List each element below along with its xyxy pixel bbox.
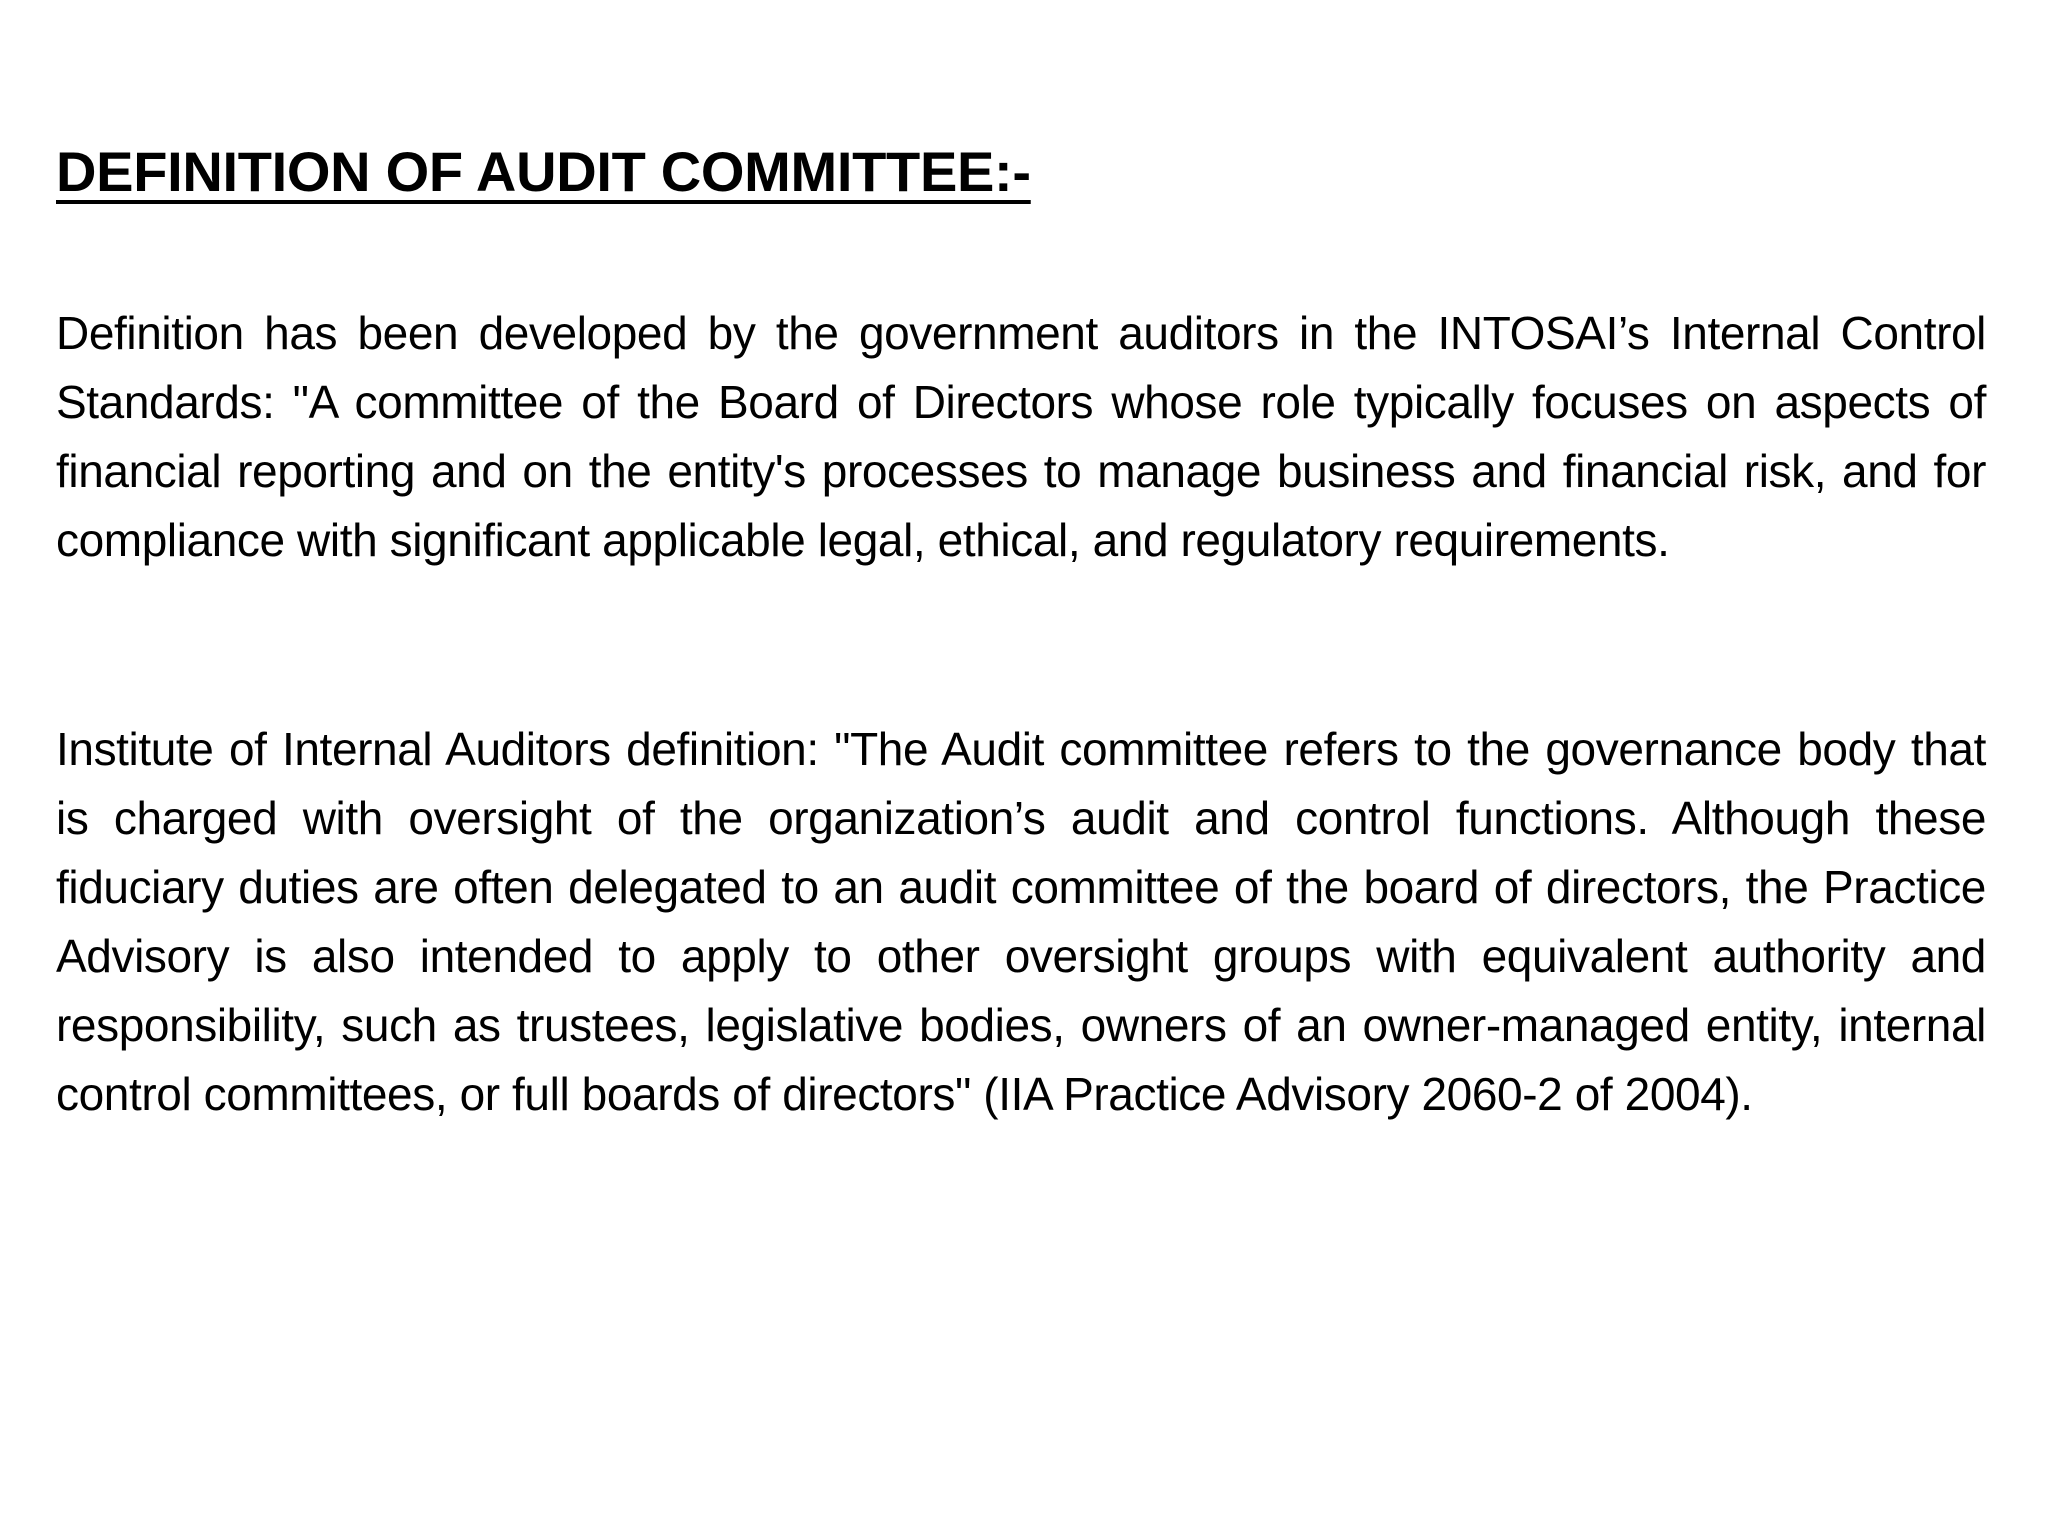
definition-paragraph-intosai: Definition has been developed by the government auditors in the INTOSAI’s Internal Control Standards: "A committee of the Board of Directors whose role typically focuses on aspects of financial reporting and on the entity's processes to manage business and financial risk, and for compliance with significant applicable legal, ethical, and regulatory requirements.	[56, 307, 1986, 566]
slide-title: DEFINITION OF AUDIT COMMITTEE:-	[56, 140, 1031, 203]
definition-paragraph-iia: Institute of Internal Auditors definition: "The Audit committee refers to the governance body that is charged with oversight of the organization’s audit and control functions. Although these fiduciary duties are often delegated to an audit committee of the board of directors, the Practice Advisory is also intended to apply to other oversight groups with equivalent authority and responsibility, such as trustees, legislative bodies, owners of an owner-managed entity, internal control committees, or full boards of directors" (IIA Practice Advisory 2060-2 of 2004).	[56, 723, 1986, 1120]
